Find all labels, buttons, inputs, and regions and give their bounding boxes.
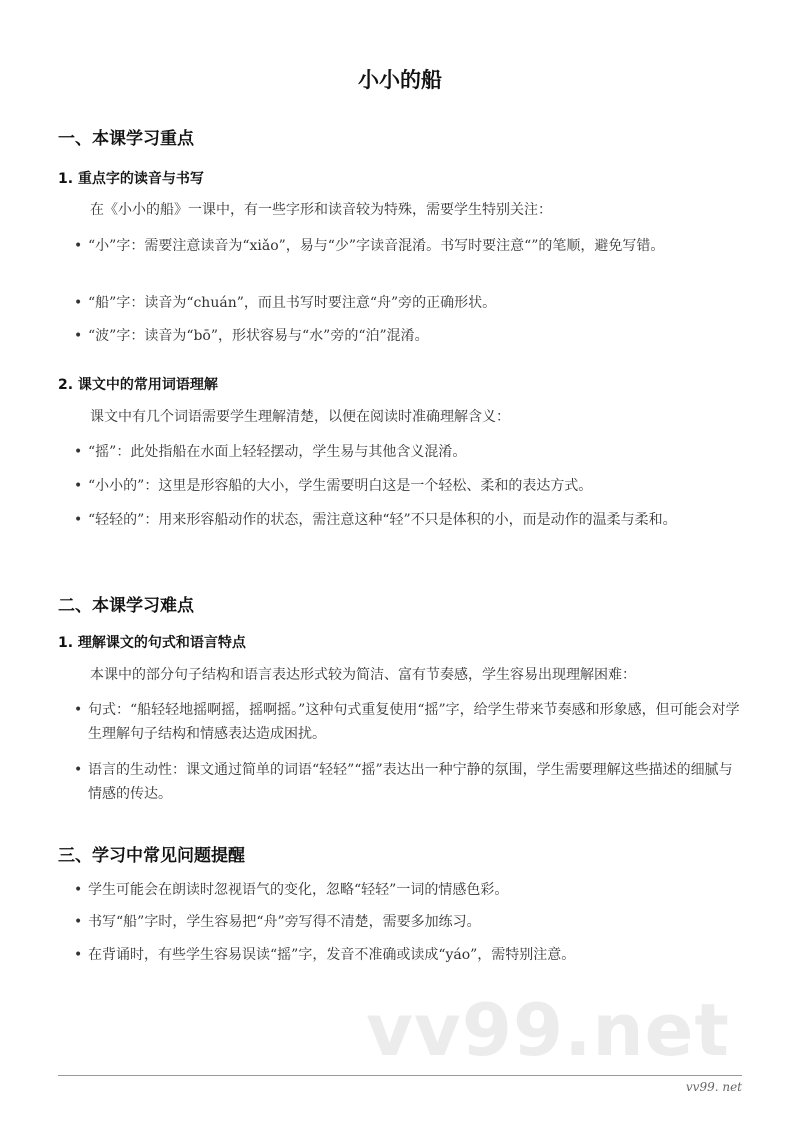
bullet-icon: • [74, 328, 83, 344]
paragraph: 在《小小的船》一课中，有一些字形和读音较为特殊，需要学生特别关注： [90, 202, 552, 218]
list-item [74, 910, 746, 934]
subsection-heading: 2. 课文中的常用词语理解 [58, 377, 218, 393]
list-item [74, 291, 746, 315]
list-item-text: 学生可能会在朗读时忽视语气的变化，忽略“轻轻”一词的情感色彩。 [88, 882, 509, 898]
list-item [74, 234, 746, 258]
bullet-icon: • [74, 295, 83, 311]
bullet-icon: • [74, 914, 83, 930]
list-item-text: “船”字：读音为“chuán”，而且书写时要注意“舟”旁的正确形状。 [88, 295, 497, 311]
list-item [74, 758, 746, 806]
bullet-icon: • [74, 512, 83, 528]
list-item-text: “摇”：此处指船在水面上轻轻摆动，学生易与其他含义混淆。 [88, 444, 467, 460]
list-item [74, 698, 746, 746]
list-item [74, 508, 746, 532]
list-item [74, 324, 746, 348]
section-heading: 二、本课学习难点 [58, 596, 194, 616]
list-item-text: “小小的”：这里是形容船的大小，学生需要明白这是一个轻松、柔和的表达方式。 [88, 478, 593, 494]
bullet-icon: • [74, 238, 83, 254]
list-item [74, 878, 746, 902]
bullet-icon: • [74, 478, 83, 494]
subsection-heading: 1. 重点字的读音与书写 [58, 171, 204, 187]
list-item-text: “小”字：需要注意读音为“xiǎo”，易与“少”字读音混淆。书写时要注意“”的笔顺，避免写错。 [88, 238, 665, 254]
subsection-heading: 1. 理解课文的句式和语言特点 [58, 635, 246, 651]
bullet-icon: • [74, 702, 83, 718]
list-item-text: “波”字：读音为“bō”，形状容易与“水”旁的“泊”混淆。 [88, 328, 429, 344]
section-heading: 一、本课学习重点 [58, 129, 194, 149]
footer-divider [58, 1075, 742, 1076]
list-item-text: 语言的生动性：课文通过简单的词语“轻轻”“摇”表达出一种宁静的氛围，学生需要理解这些描述的细腻与情感的传达。 [88, 762, 733, 802]
bullet-icon: • [74, 762, 83, 778]
list-item [74, 943, 746, 967]
bullet-icon: • [74, 947, 83, 963]
page-title: 小小的船 [358, 68, 442, 92]
list-item-text: 书写“船”字时，学生容易把“舟”旁写得不清楚，需要多加练习。 [88, 914, 481, 930]
paragraph: 课文中有几个词语需要学生理解清楚，以便在阅读时准确理解含义： [90, 409, 510, 425]
list-item-text: 在背诵时，有些学生容易误读“摇”字，发音不准确或读成“yáo”，需特别注意。 [88, 947, 576, 963]
footer-site-label: vv99. net [685, 1080, 742, 1094]
watermark: vv99.net [366, 988, 730, 1072]
list-item [74, 474, 746, 498]
section-heading: 三、学习中常见问题提醒 [58, 846, 245, 866]
list-item-text: “轻轻的”：用来形容船动作的状态，需注意这种“轻”不只是体积的小，而是动作的温柔与柔和。 [88, 512, 677, 528]
bullet-icon: • [74, 444, 83, 460]
list-item [74, 440, 746, 464]
list-item-text: 句式：“船轻轻地摇啊摇，摇啊摇。”这种句式重复使用“摇”字，给学生带来节奏感和形象感，但可能会对学生理解句子结构和情感表达造成困扰。 [88, 702, 740, 742]
bullet-icon: • [74, 882, 83, 898]
paragraph: 本课中的部分句子结构和语言表达形式较为简洁、富有节奏感，学生容易出现理解困难： [90, 667, 636, 683]
